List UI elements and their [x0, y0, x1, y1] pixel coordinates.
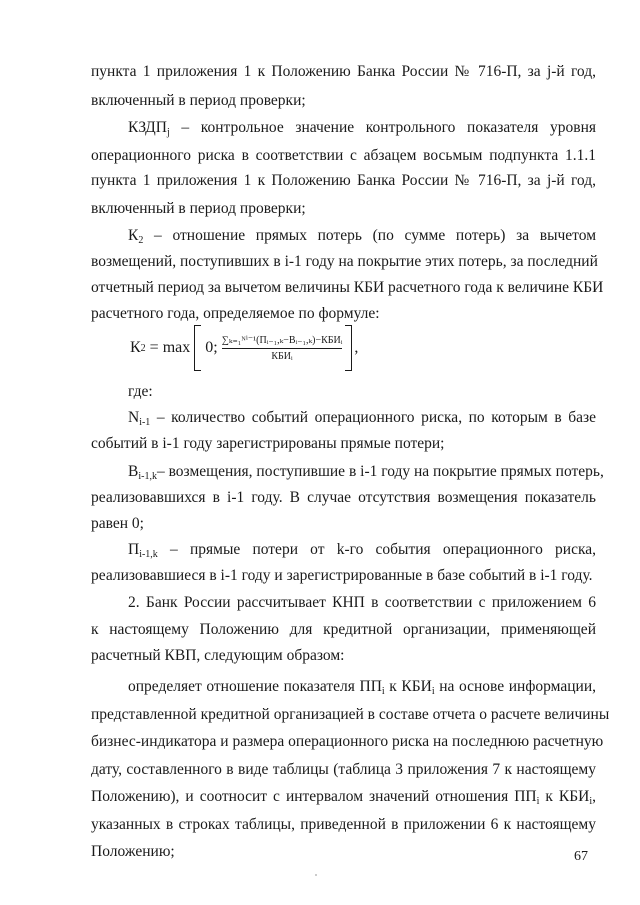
right-bracket [345, 325, 352, 371]
scan-speck [315, 874, 317, 876]
text-line: событий в i-1 году зарегистрированы прямые потери; [91, 435, 445, 452]
text-line: пункта 1 приложения 1 к Положению Банка России № 716-П, за j-й год, [91, 63, 596, 80]
k2-symbol: $К_2$ [128, 227, 144, 246]
p-symbol: $П_{i-1,k}$ [128, 541, 158, 560]
page-number: 67 [574, 849, 588, 864]
text-line: возмещений, поступивших в i-1 году на покрытие этих потерь, за последний [91, 253, 598, 270]
text-line: бизнес-индикатора и размера операционного риска на последнюю расчетную [91, 733, 604, 750]
text-line: дату, составленного в виде таблицы (таблица 3 приложения 7 к настоящему [91, 761, 596, 778]
kzdp-symbol: $КЗДП_j$ [128, 119, 170, 138]
text-line: отчетный период за вычетом величины КБИ расчетного года к величине КБИ [91, 279, 604, 296]
text-line: реализовавшихся в i-1 году. В случае отсутствия возмещения показатель [91, 489, 596, 506]
text-line: $B_{i-1,k}-$ возмещения, поступившие в i-1 году на покрытие прямых потерь, [128, 463, 604, 482]
text-line: операционного риска в соответствии с абзацем восьмым подпункта 1.1.1 [91, 147, 596, 164]
text-line: $П_{i-1,k}$ – прямые потери от k-го события операционного риска, [128, 541, 596, 560]
text-line: определяет отношение показателя $ПП_i$ к $КБИ_i$ на основе информации, [128, 678, 596, 697]
text-line: $КЗДП_j$ – контрольное значение контрольного показателя уровня [128, 119, 596, 138]
text-line: где: [128, 383, 153, 400]
text-line: включенный в период проверки; [91, 200, 306, 217]
text-line: равен 0; [91, 515, 144, 532]
left-bracket [194, 325, 201, 371]
text-line: $N_{i-1}$ – количество событий операционного риска, по которым в базе [128, 409, 597, 428]
n-symbol: $N_{i-1}$ [128, 409, 151, 428]
text-line: пункта 1 приложения 1 к Положению Банка России № 716-П, за j-й год, [91, 172, 596, 189]
text-line: Положению; [91, 843, 175, 860]
text-line: реализовавшиеся в i-1 году и зарегистрированные в базе событий в i-1 году. [91, 567, 593, 584]
text-line: расчетного года, определяемое по формуле: [91, 305, 380, 322]
b-symbol: $B_{i-1,k}$ [128, 463, 157, 482]
text-line: $К_2$ – отношение прямых потерь (по сумме потерь) за вычетом [128, 227, 597, 246]
text-line: 2. Банк России рассчитывает КНП в соответствии с приложением 6 [128, 594, 596, 611]
formula-fraction [222, 335, 343, 362]
formula-numerator: ∑ₖ₌₁ᴺⁱ⁻¹(Пᵢ₋₁,ₖ−Bᵢ₋₁,ₖ)−КБИᵢ [222, 335, 343, 349]
text-line: Положению), и соотносит с интервалом значений отношения $ПП_i$ к $КБИ_i$, [91, 788, 596, 807]
text-line: указанных в строках таблицы, приведенной в приложении 6 к настоящему [91, 816, 596, 833]
text-line: к настоящему Положению для кредитной организации, применяющей [91, 621, 596, 638]
text-line: включенный в период проверки; [91, 92, 306, 109]
k2-formula: К 2 = max 0; $\frac{\text{∑ₖ₌₁ᴺⁱ⁻¹(Пᵢ₋₁,ₖ−Bᵢ₋₁,ₖ)−КБИᵢ}}{\text{КБИᵢ}}$ , [130, 322, 358, 374]
text-line: представленной кредитной организацией в составе отчета о расчете величины [91, 706, 610, 723]
formula-denominator: КБИᵢ [271, 350, 293, 362]
text-line: расчетный КВП, следующим образом: [91, 647, 345, 664]
